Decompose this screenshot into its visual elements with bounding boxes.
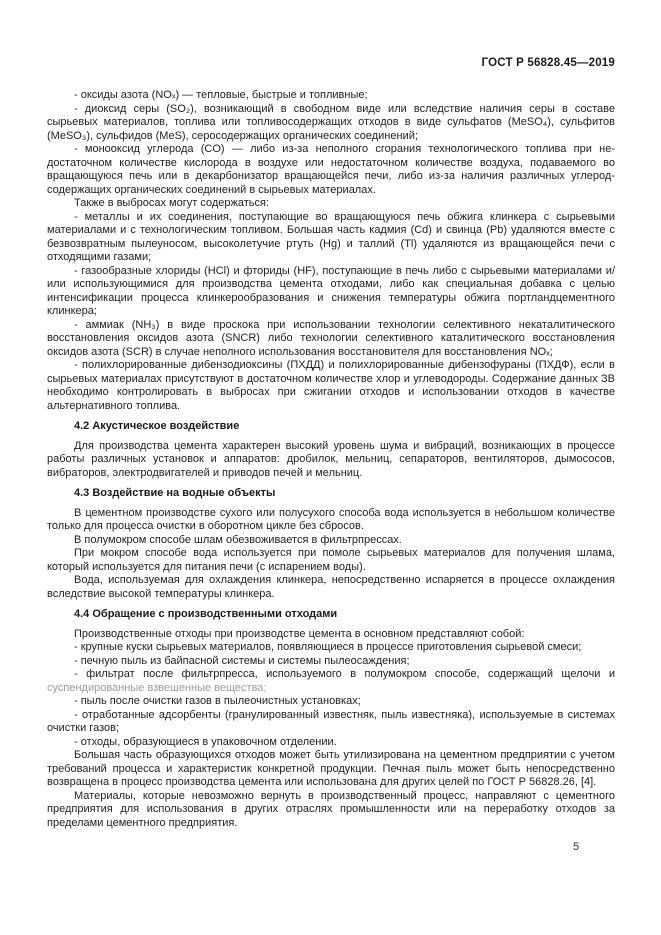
bullet-item-faded-text: суспендированные взвешенные вещества; — [47, 681, 267, 694]
bullet-item — [47, 668, 615, 695]
bullet-item-text: - фильтрат после фильтрпресса, используемого в полумокром способе, содержащий щелочи и — [74, 668, 615, 680]
bullet-item: - отработанные адсорбенты (гранулированный известняк, пыль известняка), используемые в системах очистки газов; — [47, 708, 615, 734]
bullet-item: - газообразные хлориды (HCl) и фториды (HF), поступающие в печь либо с сырьевыми материалами и/или использующимися для производства цемента отходами, либо как специальная добавка с целью интенсификации процесса клинкерообразования и снижения температуры обжига портландцементного клинкера; — [47, 264, 615, 317]
document-standard-number: ГОСТ Р 56828.45—2019 — [481, 57, 615, 69]
bullet-item: - монооксид углерода (CO) — либо из-за неполного сгорания технологического топлива при недостаточном количестве кислорода в воздухе или недостаточном количестве воздуха, подаваемого во вращающуюся печь или в декарбонизатор вращающейся печи, либо из-за наличия различных углеродсодержащих органических соединений в сырьевых материалах. — [47, 143, 615, 196]
section-heading-4-3: 4.3 Воздействие на водные объекты — [74, 487, 276, 499]
bullet-item: - отходы, образующиеся в упаковочном отделении. — [74, 735, 337, 748]
bullet-item: - оксиды азота (NOₓ) — тепловые, быстрые и топливные; — [74, 89, 368, 101]
bullet-item: - полихлорированные дибензодиоксины (ПХДД) и полихлорированные дибензофураны (ПХДФ), если в сырьевых материалах присутствуют в достаточном количестве хлор и углеводороды. Содержание данных ЗВ необходимо контролировать в выбросах при сжигании отходов и использовании отходов в качестве альтернативного топлива. — [47, 359, 615, 412]
bullet-item: - аммиак (NH₃) в виде проскока при использовании технологии селективного некаталитического восстановления оксидов азота (SNCR) либо технологии селективного каталитического восстановления оксидов азота (SCR) в случае неполного использования восстановителя для восстановления NOₓ; — [47, 318, 615, 358]
paragraph: Также в выбросах могут содержаться: — [74, 197, 270, 209]
section-heading-4-2: 4.2 Акустическое воздействие — [74, 420, 240, 432]
paragraph: В полумокром способе шлам обезвоживается в фильтрпрессах. — [74, 533, 402, 546]
paragraph: При мокром способе вода используется при помоле сырьевых материалов для получения шлама, который используется для питания печи (с испарением воды). — [47, 547, 615, 573]
section-heading-4-4: 4.4 Обращение с производственными отходами — [74, 608, 338, 620]
bullet-item: - печную пыль из байпасной системы и системы пылеосаждения; — [74, 654, 410, 667]
paragraph: Для производства цемента характерен высокий уровень шума и вибраций, возникающих в процессе работы различных установок и аппаратов: дробилок, мельниц, сепараторов, вентиляторов, дымососов, вибраторов, электродвигателей и приводов печей и мельниц. — [47, 439, 615, 479]
document-body — [47, 89, 615, 830]
paragraph: Материалы, которые невозможно вернуть в производственный процесс, направляют с цементного предприятия для использования в других отраслях промышленности или на переработку отходов за пределами цементного предприятия. — [47, 789, 615, 829]
bullet-item: - пыль после очистки газов в пылеочистных установках; — [74, 695, 361, 707]
paragraph: Большая часть образующихся отходов может быть утилизирована на цементном предприятии с учетом требований процесса и характеристик конкретной продукции. Печная пыль может быть непосредственно возвращена в процесс производства цемента или использована для других целей по ГОСТ Р 56828.26, [4]. — [47, 749, 615, 788]
page-number: 5 — [573, 841, 580, 853]
paragraph: Вода, используемая для охлаждения клинкера, непосредственно испаряется в процессе охлаждения вследствие высокой температуры клинкера. — [47, 574, 615, 600]
paragraph: Производственные отходы при производстве цемента в основном представляют собой: — [74, 627, 525, 640]
bullet-item: - крупные куски сырьевых материалов, появляющиеся в процессе приготовления сырьевой смеси; — [74, 641, 582, 653]
bullet-item: - диоксид серы (SO₂), возникающий в свободном виде или вследствие наличия серы в составе сырьевых материалов, топлива или топливосодержащих отходов в виде сульфатов (MeSO₄), сульфитов (MeSO₃), сульфидов (MeS), серосодержащих органических соединений; — [47, 102, 615, 142]
paragraph: В цементном производстве сухого или полусухого способа вода используется в небольшом количестве только для процесса очистки в оборотном цикле без сбросов. — [47, 506, 615, 532]
bullet-item: - металлы и их соединения, поступающие во вращающуюся печь обжига клинкера с сырьевыми материалами и с технологическим топливом. Большая часть кадмия (Cd) и свинца (Pb) удаляются вместе с безвозвратным пылеуносом, высоколетучие ртуть (Hg) и таллий (Tl) удаляются из вращающейся печи с отходящими газами; — [47, 210, 615, 263]
